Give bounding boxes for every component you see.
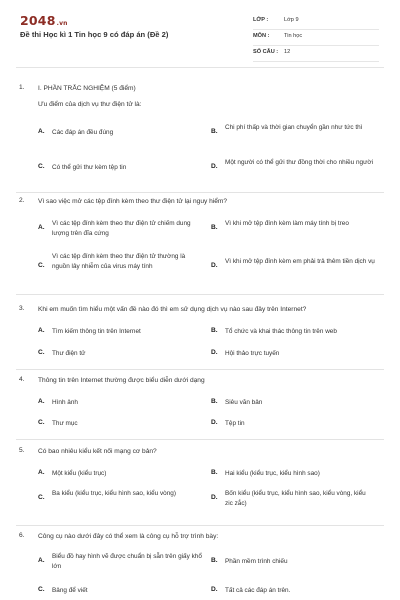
option-text: Tổ chức và khai thác thông tin trên web: [225, 328, 337, 335]
meta-key-grade: LỚP :: [253, 17, 269, 23]
option-text: Có thể gửi thư kèm tệp tin: [52, 164, 127, 171]
logo-suffix: .vn: [56, 20, 68, 27]
option-letter: B.: [211, 469, 218, 476]
exam-title: Đề thi Học kì 1 Tin học 9 có đáp án (Đề 2): [20, 30, 169, 39]
meta-value-grade: Lớp 9: [284, 17, 299, 23]
question-number: 1.: [19, 84, 25, 91]
meta-value-subject: Tin học: [284, 33, 303, 39]
meta-row-subject: [253, 30, 379, 46]
option-text: Một kiểu (kiểu trục): [52, 470, 107, 477]
option-letter: A.: [38, 128, 45, 135]
option-text: Tất cả các đáp án trên.: [225, 587, 291, 594]
option-letter: D.: [211, 419, 218, 426]
option-text: Hai kiểu (kiểu trục, kiểu hình sao): [225, 470, 320, 477]
option-letter: C.: [38, 163, 45, 170]
option-letter: A.: [38, 224, 45, 231]
question-text: Ưu điểm của dịch vụ thư điện tử là:: [38, 101, 142, 108]
option-text: Bảng để viết: [52, 587, 88, 594]
option-text: Phần mềm trình chiếu: [225, 558, 288, 565]
logo-main: 2048: [20, 13, 56, 28]
exam-header: [0, 0, 400, 66]
option-letter: C.: [38, 419, 45, 426]
option-letter: D.: [211, 349, 218, 356]
question-number: 6.: [19, 532, 25, 539]
option-letter: C.: [38, 262, 45, 269]
option-letter: D.: [211, 494, 218, 501]
option-letter: A.: [38, 327, 45, 334]
option-text: Thư điện tử: [52, 350, 86, 357]
question-number: 4.: [19, 376, 25, 383]
option-letter: B.: [211, 224, 218, 231]
question-number: 3.: [19, 305, 25, 312]
question-text: Thông tin trên Internet thường được biểu diễn dưới dạng: [38, 377, 205, 384]
option-letter: B.: [211, 128, 218, 135]
option-letter: C.: [38, 494, 45, 501]
option-text: Hình ảnh: [52, 399, 78, 406]
question-number: 2.: [19, 197, 25, 204]
option-letter: A.: [38, 398, 45, 405]
option-text: Vì khi mở tệp đính kèm làm máy tính bị treo: [225, 220, 349, 227]
question-2: [16, 197, 384, 295]
option-text: Vì các tệp đính kèm theo thư điện tử chiếm dung lượng trên đĩa cứng: [52, 220, 191, 237]
option-text: Siêu văn bản: [225, 399, 263, 406]
option-text: Tệp tin: [225, 420, 245, 427]
question-5: [16, 447, 384, 526]
question-3: [16, 305, 384, 370]
section-heading: I. PHẦN TRẮC NGHIỆM (5 điểm): [38, 85, 136, 92]
meta-row-question-count: [253, 46, 379, 62]
option-text: Thư mục: [52, 420, 78, 427]
question-1: [16, 84, 384, 193]
option-text: Chi phí thấp và thời gian chuyển gần như tức thì: [225, 124, 363, 131]
option-letter: A.: [38, 469, 45, 476]
question-number: 5.: [19, 447, 25, 454]
meta-value-question-count: 12: [284, 49, 291, 55]
option-letter: D.: [211, 586, 218, 593]
option-text: Vì khi mở tệp đính kèm em phải trả thêm tiền dịch vụ: [225, 258, 375, 265]
meta-key-question-count: SỐ CÂU :: [253, 49, 279, 55]
question-text: Có bao nhiêu kiểu kết nối mạng cơ bản?: [38, 448, 157, 455]
option-letter: C.: [38, 349, 45, 356]
option-letter: B.: [211, 398, 218, 405]
option-text: Biểu đồ hay hình vẽ được chuẩn bị sẵn trên giấy khổ lớn: [52, 553, 202, 570]
site-logo[interactable]: [20, 13, 68, 28]
option-letter: D.: [211, 163, 218, 170]
option-text: Tìm kiếm thông tin trên Internet: [52, 328, 141, 335]
option-letter: B.: [211, 327, 218, 334]
meta-key-subject: MÔN :: [253, 33, 270, 39]
question-4: [16, 376, 384, 440]
option-text: Ba kiểu (kiểu trục, kiểu hình sao, kiểu vòng): [52, 490, 176, 497]
question-text: Vì sao việc mở các tệp đính kèm theo thư điện tử lại nguy hiểm?: [38, 198, 228, 205]
option-letter: A.: [38, 557, 45, 564]
option-text: Các đáp án đều đúng: [52, 129, 114, 136]
option-text: Hội thảo trực tuyến: [225, 350, 280, 357]
option-letter: C.: [38, 586, 45, 593]
option-text: Bốn kiểu (kiểu trục, kiểu hình sao, kiểu vòng, kiểu zic zắc): [225, 490, 366, 507]
question-text: Khi em muốn tìm hiểu một vấn đề nào đó thì em sử dụng dịch vụ nào sau đây trên Internet?: [38, 306, 307, 313]
question-text: Công cụ nào dưới đây có thể xem là công cụ hỗ trợ trình bày:: [38, 533, 219, 540]
meta-row-grade: [253, 14, 379, 30]
option-letter: D.: [211, 262, 218, 269]
question-6: [16, 532, 384, 598]
option-text: Một người có thể gửi thư đồng thời cho nhiều người: [225, 159, 373, 166]
header-divider: [16, 67, 384, 68]
option-letter: B.: [211, 557, 218, 564]
exam-meta-table: [253, 14, 379, 62]
option-text: Vì các tệp đính kèm theo thư điện tử thường là nguồn lây nhiễm của virus máy tính: [52, 253, 186, 270]
